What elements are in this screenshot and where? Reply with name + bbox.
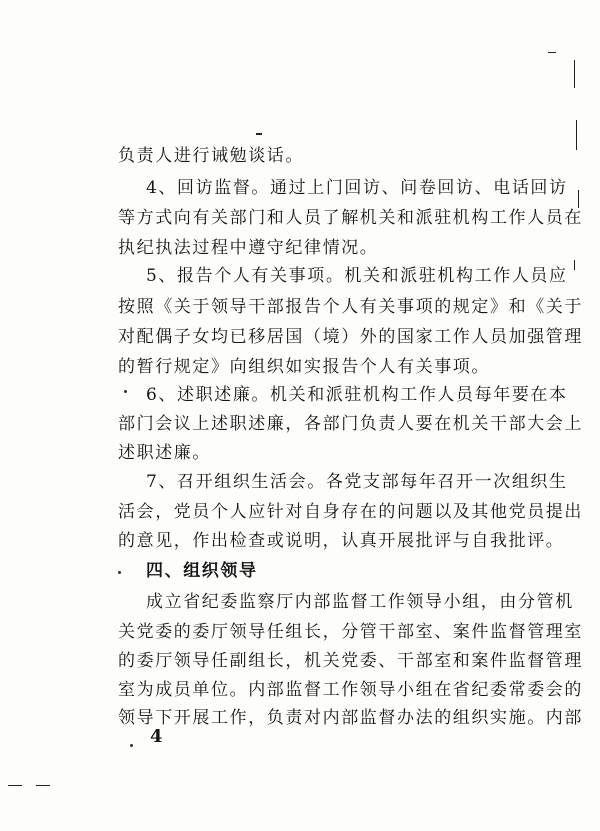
text-line: 关党委的委厅领导任组长，分管干部室、案件监督管理室 <box>118 622 583 642</box>
text-line: 4、回访监督。通过上门回访、问卷回访、电话回访 <box>146 178 568 198</box>
text-line: 的暂行规定》向组织如实报告个人有关事项。 <box>118 357 490 377</box>
text-line: 按照《关于领导干部报告个人有关事项的规定》和《关于 <box>118 297 583 317</box>
scan-mark <box>576 120 577 150</box>
text-line: 活会，党员个人应针对自身存在的问题以及其他党员提出 <box>118 502 583 522</box>
text-line: 等方式向有关部门和人员了解机关和派驻机构工作人员在 <box>118 208 583 228</box>
text-line: 部门会议上述职述廉，各部门负责人要在机关干部大会上 <box>118 414 583 434</box>
text-line: 成立省纪委监察厅内部监督工作领导小组，由分管机 <box>146 592 574 612</box>
text-line: 的意见，作出检查或说明，认真开展批评与自我批评。 <box>118 531 565 551</box>
text-line: 执纪执法过程中遵守纪律情况。 <box>118 238 379 258</box>
scan-dot <box>130 744 133 747</box>
text-line: 6、述职述廉。机关和派驻机构工作人员每年要在本 <box>146 385 568 405</box>
page-number: 4 <box>150 726 163 747</box>
scan-dot <box>124 390 127 393</box>
text-line: 负责人进行诫勉谈话。 <box>118 146 304 166</box>
scan-mark <box>574 260 575 270</box>
scan-mark <box>578 190 579 208</box>
text-line: 领导下开展工作，负责对内部监督办法的组织实施。内部 <box>118 708 583 728</box>
scan-mark <box>36 785 50 786</box>
text-line: 5、报告个人有关事项。机关和派驻机构工作人员应 <box>146 266 568 286</box>
text-line: 室为成员单位。内部监督工作领导小组在省纪委常委会的 <box>118 680 583 700</box>
text-line: 述职述廉。 <box>118 443 211 463</box>
text-line: 7、召开组织生活会。各党支部每年召开一次组织生 <box>146 472 568 492</box>
section-heading: 四、组织领导 <box>146 561 258 581</box>
scan-mark <box>548 52 556 53</box>
scan-dot <box>118 571 121 574</box>
scan-mark <box>574 60 575 88</box>
scan-mark <box>256 133 262 135</box>
text-line: 对配偶子女均已移居国（境）外的国家工作人员加强管理 <box>118 327 583 347</box>
scan-mark <box>8 785 22 786</box>
text-line: 的委厅领导任副组长，机关党委、干部室和案件监督管理 <box>118 651 583 671</box>
